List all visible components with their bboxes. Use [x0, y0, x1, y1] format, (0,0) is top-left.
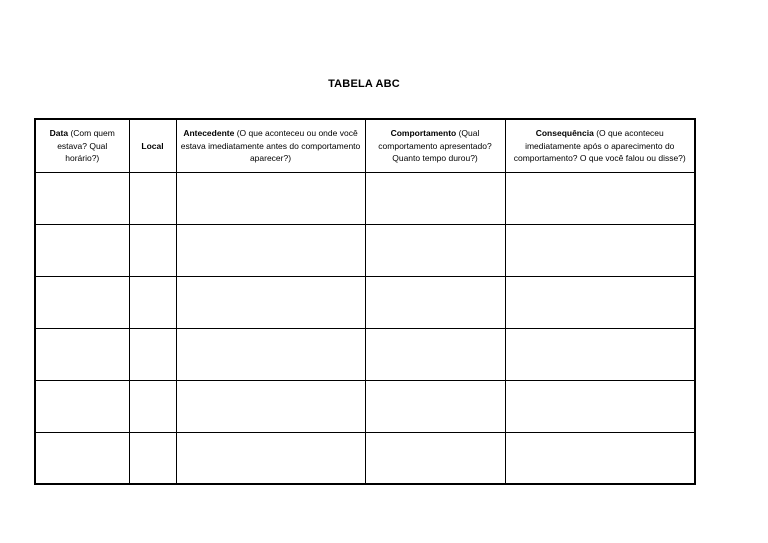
- column-header-bold: Data: [49, 128, 69, 139]
- header-row: [35, 119, 695, 172]
- column-header-data: [35, 119, 129, 172]
- cell-local[interactable]: [129, 328, 176, 380]
- cell-local[interactable]: [129, 380, 176, 432]
- column-header-bold: Antecedente: [183, 128, 235, 139]
- cell-comportamento[interactable]: [365, 432, 505, 484]
- cell-data[interactable]: [35, 172, 129, 224]
- cell-comportamento[interactable]: [365, 276, 505, 328]
- cell-comportamento[interactable]: [365, 224, 505, 276]
- table-row: [35, 328, 695, 380]
- cell-local[interactable]: [129, 172, 176, 224]
- column-header-consequencia: [505, 119, 695, 172]
- column-header-note: (Qual comportamento apresentado? Quanto tempo durou?): [378, 128, 492, 163]
- cell-antecedente[interactable]: [176, 276, 365, 328]
- cell-comportamento[interactable]: [365, 380, 505, 432]
- cell-data[interactable]: [35, 380, 129, 432]
- cell-consequencia[interactable]: [505, 328, 695, 380]
- cell-data[interactable]: [35, 328, 129, 380]
- table-row: [35, 276, 695, 328]
- cell-data[interactable]: [35, 276, 129, 328]
- cell-consequencia[interactable]: [505, 172, 695, 224]
- table-row: [35, 172, 695, 224]
- cell-data[interactable]: [35, 432, 129, 484]
- table-row: [35, 224, 695, 276]
- cell-data[interactable]: [35, 224, 129, 276]
- cell-consequencia[interactable]: [505, 224, 695, 276]
- cell-consequencia[interactable]: [505, 432, 695, 484]
- cell-antecedente[interactable]: [176, 172, 365, 224]
- column-header-bold: Consequência: [535, 128, 594, 139]
- column-header-antecedente: [176, 119, 365, 172]
- column-header-note: (O que aconteceu ou onde você estava imediatamente antes do comportamento aparecer?): [180, 128, 361, 163]
- cell-comportamento[interactable]: [365, 172, 505, 224]
- page-title: TABELA ABC: [328, 78, 400, 90]
- cell-local[interactable]: [129, 224, 176, 276]
- table-row: [35, 380, 695, 432]
- cell-antecedente[interactable]: [176, 224, 365, 276]
- cell-local[interactable]: [129, 432, 176, 484]
- column-header-note: (O que aconteceu imediatamente após o aparecimento do comportamento? O que você falou ou disse?): [513, 128, 686, 163]
- cell-antecedente[interactable]: [176, 432, 365, 484]
- column-header-bold: Comportamento: [390, 128, 457, 139]
- cell-antecedente[interactable]: [176, 380, 365, 432]
- cell-antecedente[interactable]: [176, 328, 365, 380]
- cell-consequencia[interactable]: [505, 276, 695, 328]
- cell-local[interactable]: [129, 276, 176, 328]
- cell-comportamento[interactable]: [365, 328, 505, 380]
- table-row: [35, 432, 695, 484]
- cell-consequencia[interactable]: [505, 380, 695, 432]
- column-header-comportamento: [365, 119, 505, 172]
- column-header-local: [129, 119, 176, 172]
- column-header-note: (Com quem estava? Qual horário?): [57, 128, 115, 163]
- column-header-bold: Local: [141, 140, 164, 151]
- table-body: [35, 172, 695, 484]
- abc-table: [34, 118, 696, 485]
